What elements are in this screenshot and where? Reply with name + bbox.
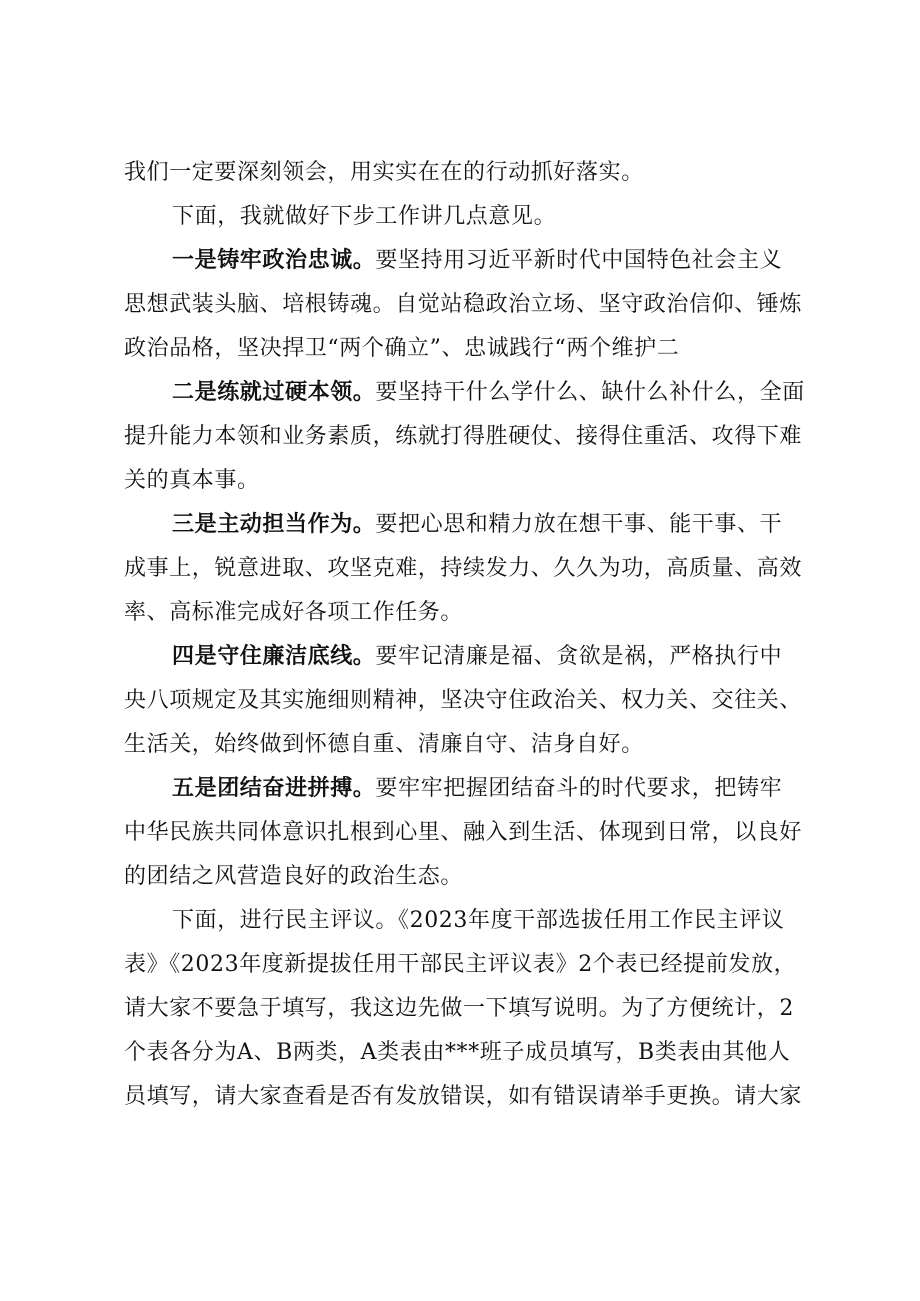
section-heading: 二是练就过硬本领。 <box>172 380 376 405</box>
section-text: 要坚持用习近平新时代中国特色社会主义 <box>375 248 783 273</box>
paragraph-line: 请大家不要急于填写，我这边先做一下填写说明。为了方便统计，2 <box>124 996 794 1021</box>
paragraph-line <box>172 507 814 543</box>
paragraph-line <box>172 639 814 675</box>
paragraph-line: 表》《2023年度新提拔任用干部民主评议表》2个表已经提前发放， <box>124 952 797 977</box>
paragraph-line: 率、高标准完成好各项工作任务。 <box>124 600 464 625</box>
section-heading: 四是守住廉洁底线。 <box>172 644 376 669</box>
section-heading: 三是主动担当作为。 <box>172 512 376 537</box>
paragraph-line: 成事上，锐意进取、攻坚克难，持续发力、久久为功，高质量、高效 <box>124 556 803 581</box>
paragraph-line <box>172 771 814 807</box>
section-text: 要牢牢把握团结奋斗的时代要求，把铸牢 <box>375 776 783 801</box>
paragraph-line: 生活关，始终做到怀德自重、清廉自守、洁身自好。 <box>124 732 644 757</box>
section-heading: 一是铸牢政治忠诚。 <box>172 248 376 273</box>
section-text: 要把心思和精力放在想干事、能干事、干 <box>375 512 783 537</box>
paragraph-line <box>172 243 814 279</box>
paragraph-line: 关的真本事。 <box>124 468 260 493</box>
paragraph-line: 思想武装头脑、培根铸魂。自觉站稳政治立场、坚守政治信仰、锤炼 <box>124 292 803 317</box>
paragraph-line: 的团结之风营造良好的政治生态。 <box>124 864 464 889</box>
paragraph-line: 我们一定要深刻领会，用实实在在的行动抓好落实。 <box>124 160 644 185</box>
paragraph-line: 政治品格，坚决捍卫“两个确立”、忠诚践行“两个维护二 <box>124 336 680 361</box>
paragraph-line: 提升能力本领和业务素质，练就打得胜硬仗、接得住重活、攻得下难 <box>124 424 803 449</box>
section-text: 要牢记清廉是福、贪欲是祸，严格执行中 <box>375 644 783 669</box>
paragraph-line: 下面，进行民主评议。《2023年度干部选拔任用工作民主评议 <box>172 908 785 933</box>
paragraph-line <box>172 375 814 411</box>
section-heading: 五是团结奋进拼搏。 <box>172 776 376 801</box>
paragraph-line: 下面，我就做好下步工作讲几点意见。 <box>172 204 557 229</box>
paragraph-line: 央八项规定及其实施细则精神，坚决守住政治关、权力关、交往关、 <box>124 688 803 713</box>
section-text: 要坚持干什么学什么、缺什么补什么，全面 <box>375 380 805 405</box>
paragraph-line: 个表各分为A、B两类，A类表由***班子成员填写，B类表由其他人 <box>124 1040 791 1065</box>
paragraph-line: 员填写，请大家查看是否有发放错误，如有错误请举手更换。请大家 <box>124 1084 803 1109</box>
paragraph-line: 中华民族共同体意识扎根到心里、融入到生活、体现到日常，以良好 <box>124 820 803 845</box>
